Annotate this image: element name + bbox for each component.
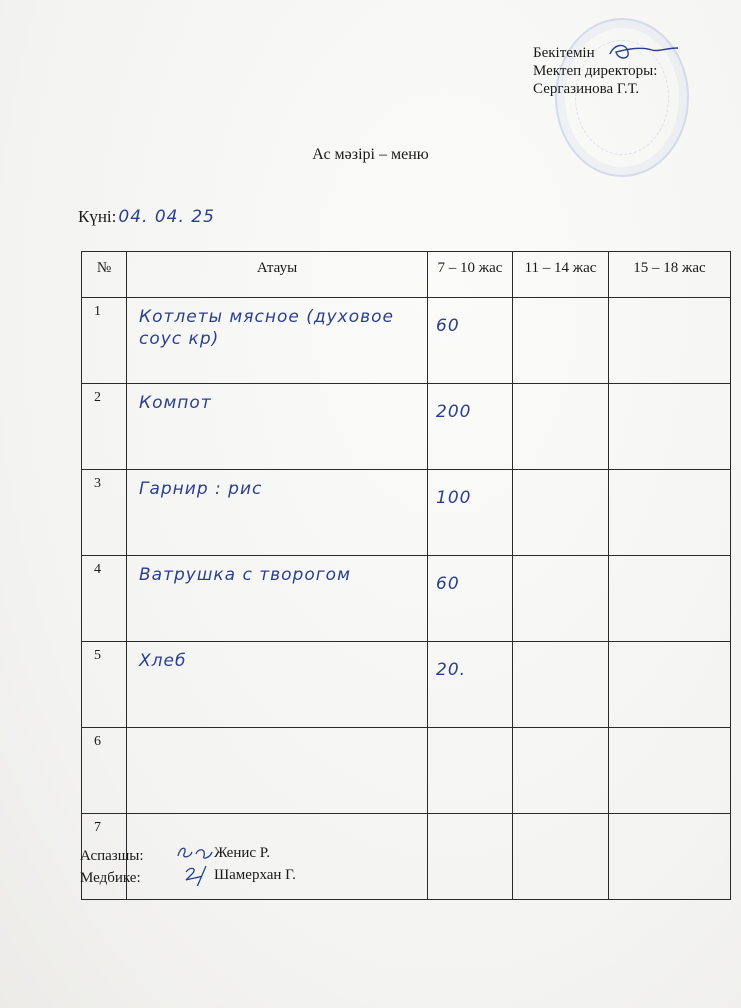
amount-11-14 bbox=[513, 384, 609, 470]
header-number: № bbox=[82, 252, 127, 298]
table-row bbox=[82, 470, 731, 556]
approval-line-3: Сергазинова Г.Т. bbox=[533, 81, 640, 97]
amount-15-18 bbox=[609, 728, 731, 814]
row-number: 6 bbox=[82, 728, 127, 814]
approval-block bbox=[533, 44, 657, 98]
nurse-signature-row bbox=[80, 864, 296, 886]
header-age-11-14: 11 – 14 жас bbox=[513, 252, 609, 298]
menu-table bbox=[81, 251, 731, 900]
table-row bbox=[82, 384, 731, 470]
amount-7-10: 200 bbox=[428, 384, 513, 470]
amount-11-14 bbox=[513, 556, 609, 642]
amount-7-10: 20. bbox=[428, 642, 513, 728]
header-name: Атауы bbox=[127, 252, 428, 298]
amount-15-18 bbox=[609, 298, 731, 384]
amount-7-10 bbox=[428, 728, 513, 814]
row-number: 1 bbox=[82, 298, 127, 384]
amount-15-18 bbox=[609, 556, 731, 642]
nurse-name: Шамерхан Г. bbox=[214, 867, 296, 883]
header-age-15-18: 15 – 18 жас bbox=[609, 252, 731, 298]
row-number: 4 bbox=[82, 556, 127, 642]
amount-7-10: 60 bbox=[428, 556, 513, 642]
signature-block bbox=[80, 842, 296, 886]
date-row bbox=[78, 207, 215, 227]
dish-name: Котлеты мясное (духовое соус кр) bbox=[127, 298, 428, 384]
date-label: Күні: bbox=[78, 207, 117, 226]
row-number: 7 bbox=[82, 814, 127, 900]
amount-7-10 bbox=[428, 814, 513, 900]
amount-11-14 bbox=[513, 728, 609, 814]
amount-7-10: 60 bbox=[428, 298, 513, 384]
cook-label: Аспазшы: bbox=[80, 848, 144, 864]
dish-name: Хлеб bbox=[127, 642, 428, 728]
table-row bbox=[82, 556, 731, 642]
row-number: 2 bbox=[82, 384, 127, 470]
nurse-label: Медбике: bbox=[80, 870, 141, 886]
amount-11-14 bbox=[513, 298, 609, 384]
cook-signature-row bbox=[80, 842, 271, 864]
amount-11-14 bbox=[513, 814, 609, 900]
date-value: 04. 04. 25 bbox=[118, 207, 215, 227]
table-row bbox=[82, 642, 731, 728]
approval-line-1: Бекітемін bbox=[533, 45, 595, 61]
cook-name: Женис Р. bbox=[214, 845, 271, 861]
dish-name bbox=[127, 728, 428, 814]
amount-11-14 bbox=[513, 642, 609, 728]
header-age-7-10: 7 – 10 жас bbox=[428, 252, 513, 298]
row-number: 5 bbox=[82, 642, 127, 728]
row-number: 3 bbox=[82, 470, 127, 556]
table-row bbox=[82, 728, 731, 814]
table-row bbox=[82, 298, 731, 384]
table-header-row bbox=[82, 252, 731, 298]
dish-name: Гарнир : рис bbox=[127, 470, 428, 556]
dish-name: Ватрушка с творогом bbox=[127, 556, 428, 642]
amount-11-14 bbox=[513, 470, 609, 556]
amount-7-10: 100 bbox=[428, 470, 513, 556]
approval-line-2: Мектеп директоры: bbox=[533, 63, 658, 79]
page-title: Ас мәзірі – меню bbox=[312, 146, 429, 163]
dish-name: Компот bbox=[127, 384, 428, 470]
amount-15-18 bbox=[609, 642, 731, 728]
amount-15-18 bbox=[609, 470, 731, 556]
amount-15-18 bbox=[609, 814, 731, 900]
amount-15-18 bbox=[609, 384, 731, 470]
